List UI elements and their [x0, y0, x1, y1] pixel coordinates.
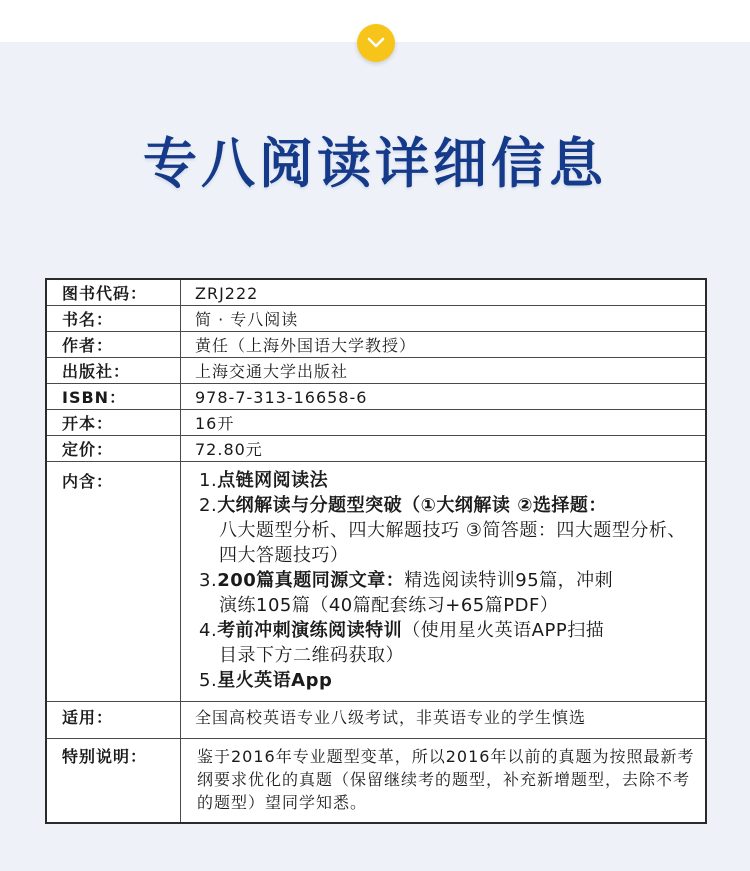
item-number: 2. — [199, 495, 218, 516]
row-label: ISBN： — [46, 384, 181, 410]
item-number: 3. — [199, 570, 218, 591]
row-label: 开本： — [46, 410, 181, 436]
row-value: 72.80元 — [181, 436, 707, 462]
info-row-notes — [46, 739, 706, 824]
list-item — [199, 468, 697, 493]
info-row-publisher — [46, 358, 706, 384]
item-continuation: 八大题型分析、四大解题技巧 ③简答题：四大题型分析、四大答题技巧） — [219, 520, 686, 566]
item-body: （使用星火英语APP扫描 — [402, 620, 605, 641]
info-row-author — [46, 332, 706, 358]
row-value: 上海交通大学出版社 — [181, 358, 707, 384]
scroll-down-badge[interactable] — [357, 24, 395, 62]
row-value: 简 · 专八阅读 — [181, 306, 707, 332]
info-row-suitable — [46, 702, 706, 739]
item-continuation: 目录下方二维码获取） — [219, 645, 404, 666]
item-number: 1. — [199, 470, 218, 491]
item-heading: 200篇真题同源文章： — [217, 570, 405, 591]
row-value: 全国高校英语专业八级考试，非英语专业的学生慎选 — [181, 702, 707, 739]
row-value: 16开 — [181, 410, 707, 436]
row-value: 978-7-313-16658-6 — [181, 384, 707, 410]
info-row-format — [46, 410, 706, 436]
row-label: 书名： — [46, 306, 181, 332]
row-value: ZRJ222 — [181, 279, 707, 306]
row-label: 内含： — [46, 462, 181, 702]
info-row-price — [46, 436, 706, 462]
info-row-code — [46, 279, 706, 306]
list-item — [199, 668, 697, 693]
info-row-isbn — [46, 384, 706, 410]
item-number: 5. — [199, 670, 218, 691]
item-number: 4. — [199, 620, 218, 641]
item-heading: 大纲解读与分题型突破（①大纲解读 ②选择题： — [217, 495, 607, 516]
row-label: 出版社： — [46, 358, 181, 384]
book-info-table — [45, 278, 707, 824]
item-heading: 考前冲刺演练阅读特训 — [217, 620, 403, 641]
item-body: 精选阅读特训95篇，冲刺 — [404, 570, 614, 591]
item-continuation: 演练105篇（40篇配套练习+65篇PDF） — [219, 595, 559, 616]
list-item — [199, 618, 697, 668]
item-heading: 星火英语App — [217, 670, 333, 691]
list-item — [199, 493, 697, 568]
contents-list — [181, 462, 707, 702]
row-label: 特别说明： — [46, 739, 181, 824]
row-value: 黄任（上海外国语大学教授） — [181, 332, 707, 358]
chevron-down-icon — [367, 37, 385, 49]
row-label: 作者： — [46, 332, 181, 358]
list-item — [199, 568, 697, 618]
item-heading: 点链网阅读法 — [217, 470, 329, 491]
info-row-title — [46, 306, 706, 332]
page-title: 专八阅读详细信息 — [143, 132, 607, 195]
special-notes: 鉴于2016年专业题型变革，所以2016年以前的真题为按照最新考纲要求优化的真题（保留继续考的题型，补充新增题型，去除不考的题型）望同学知悉。 — [181, 739, 707, 824]
row-label: 图书代码： — [46, 279, 181, 306]
row-label: 适用： — [46, 702, 181, 739]
row-label: 定价： — [46, 436, 181, 462]
info-row-contents — [46, 462, 706, 702]
